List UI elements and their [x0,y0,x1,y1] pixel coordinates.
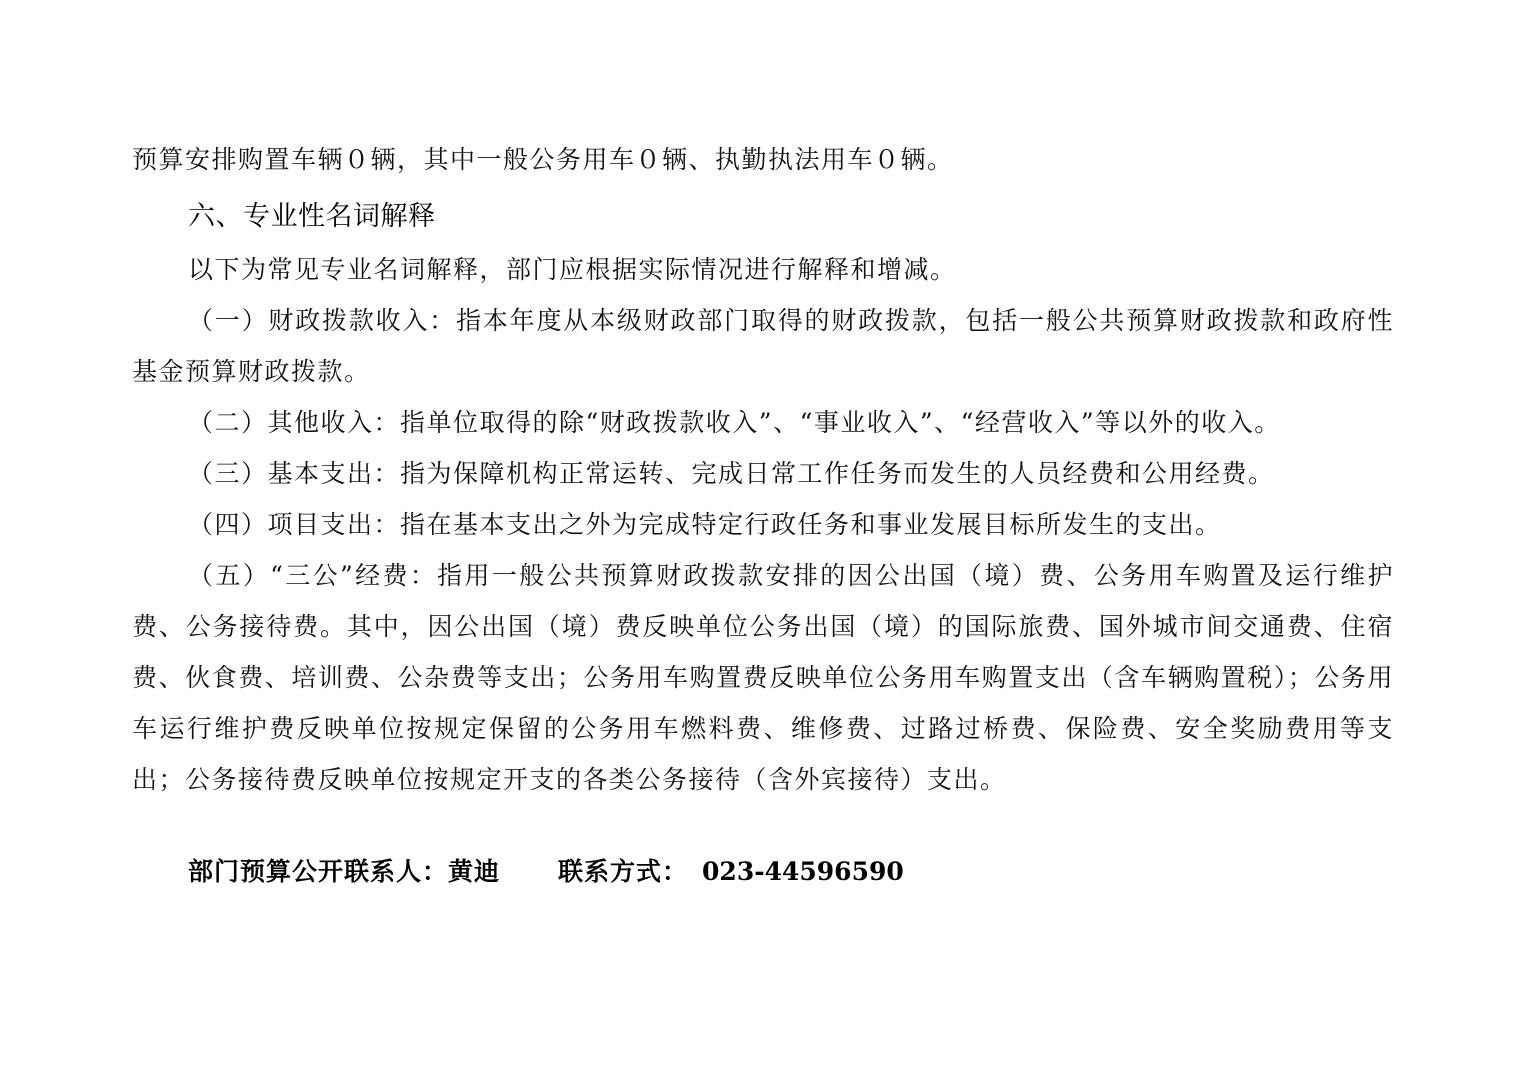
contact-method-label: 联系方式： [558,857,689,886]
continued-line: 预算安排购置车辆０辆，其中一般公务用车０辆、执勤执法用车０辆。 [132,145,954,174]
contact-line [188,848,904,896]
definition-fiscal-appropriation: （一）财政拨款收入：指本年度从本级财政部门取得的财政拨款，包括一般公共预算财政拨款和政府性基金预算财政拨款。 [132,306,1394,386]
intro-paragraph: 以下为常见专业名词解释，部门应根据实际情况进行解释和增减。 [188,255,957,284]
definitions-body [132,244,1394,805]
definition-other-income: （二）其他收入：指单位取得的除“财政拨款收入”、“事业收入”、“经营收入”等以外的收入。 [188,408,1281,437]
contact-person: 部门预算公开联系人：黄迪 [188,857,501,886]
section-heading: 六、专业性名词解释 [188,201,436,232]
definition-project-expenditure: （四）项目支出：指在基本支出之外为完成特定行政任务和事业发展目标所发生的支出。 [188,510,1222,539]
contact-phone: 023-44596590 [702,857,904,886]
definition-three-public-expenses: （五）“三公”经费：指用一般公共预算财政拨款安排的因公出国（境）费、公务用车购置及运行维护费、公务接待费。其中，因公出国（境）费反映单位公务出国（境）的国际旅费、国外城市间交通费、住宿费、伙食费、培训费、公杂费等支出；公务用车购置费反映单位公务用车购置支出（含车辆购置税）；公务用车运行维护费反映单位按规定保留的公务用车燃料费、维修费、过路过桥费、保险费、安全奖励费用等支出；公务接待费反映单位按规定开支的各类公务接待（含外宾接待）支出。 [132,561,1394,794]
definition-basic-expenditure: （三）基本支出：指为保障机构正常运转、完成日常工作任务而发生的人员经费和公用经费。 [188,459,1275,488]
